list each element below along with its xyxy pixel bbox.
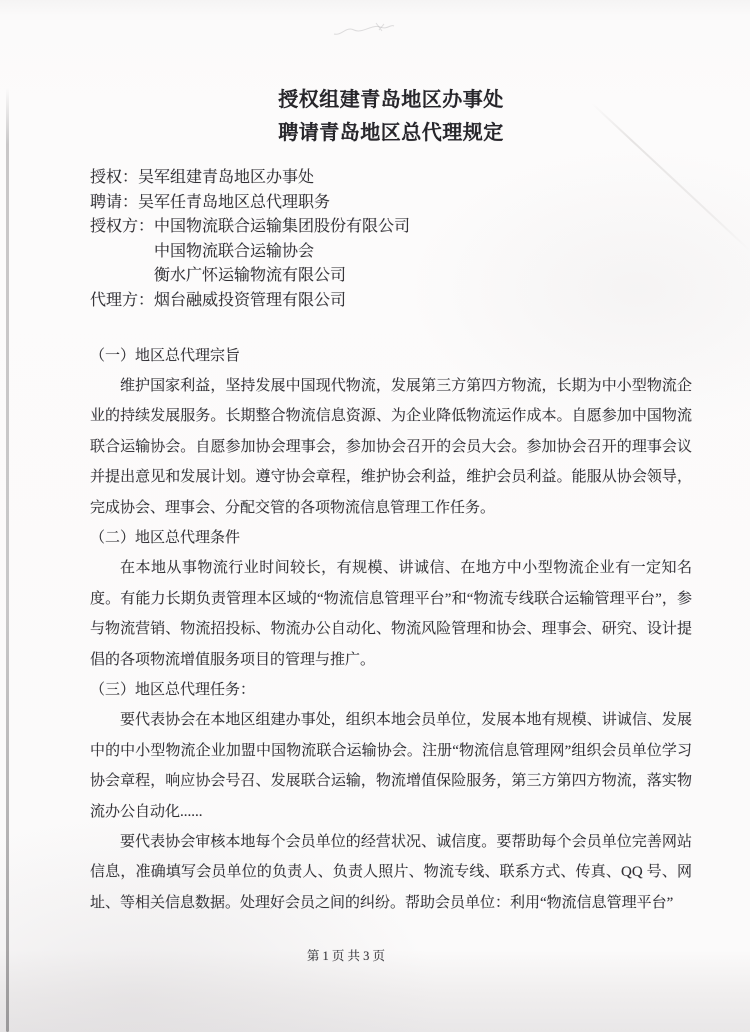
- meta-line: 授权：吴军组建青岛地区办事处: [90, 169, 315, 186]
- meta-line: 授权方：中国物流联合运输集团股份有限公司: [90, 218, 411, 236]
- sections-block: [90, 341, 692, 919]
- document-title: [90, 84, 692, 150]
- section-heading: （一）地区总代理宗旨: [90, 347, 241, 364]
- scan-artifact-mark: [332, 18, 396, 40]
- document-title-line2: 聘请青岛地区总代理规定: [278, 122, 504, 144]
- section-paragraph: 要代表协会审核本地每个会员单位的经营状况、诚信度。要帮助每个会员单位完善网站信息，准确填写会员单位的负责人、负责人照片、物流专线、联系方式、传真、QQ 号、网址、等相关信息数据。处理好会员之间的纠纷。帮助会员单位：利用“物流信息管理平台”: [90, 834, 692, 911]
- meta-line: 聘请：吴军任青岛地区总代理职务: [90, 193, 331, 211]
- scan-edge-shadow: [6, 88, 9, 1032]
- page-number: 第 1 页 共 3 页: [306, 949, 386, 963]
- section-paragraph: 维护国家利益，坚持发展中国现代物流，发展第三方第四方物流，长期为中小型物流企业的持续发展服务。长期整合物流信息资源、为企业降低物流运作成本。自愿参加中国物流联合运输协会。自愿参加协会理事会，参加协会召开的会员大会。参加协会召开的理事会议并提出意见和发展计划。遵守协会章程，维护协会利益，维护会员利益。能服从协会领导，完成协会、理事会、分配交管的各项物流信息管理工作任务。: [90, 377, 692, 516]
- document-title-line1: 授权组建青岛地区办事处: [278, 89, 504, 111]
- section-heading: （二）地区总代理条件: [90, 530, 241, 546]
- meta-line: 中国物流联合运输协会: [154, 242, 315, 260]
- section-paragraph: 要代表协会在本地区组建办事处，组织本地会员单位，发展本地有规模、讲诚信、发展中的中小型物流企业加盟中国物流联合运输协会。注册“物流信息管理网”组织会员单位学习协会章程，响应协会号召、发展联合运输，物流增值保险服务，第三方第四方物流，落实物流办公自动化......: [90, 712, 692, 820]
- meta-line: 衡水广怀运输物流有限公司: [154, 267, 347, 285]
- section-heading: （三）地区总代理任务：: [90, 682, 256, 699]
- meta-block: [90, 166, 692, 314]
- meta-line: 代理方：烟台融威投资管理有限公司: [90, 291, 347, 309]
- section-paragraph: 在本地从事物流行业时间较长，有规模、讲诚信、在地方中小型物流企业有一定知名度。有能力长期负责管理本区域的“物流信息管理平台”和“物流专线联合运输管理平台”，参与物流营销、物流招投标、物流办公自动化、物流风险管理和协会、理事会、研究、设计提倡的各项物流增值服务项目的管理与推广。: [90, 560, 692, 668]
- document-body: [90, 84, 692, 918]
